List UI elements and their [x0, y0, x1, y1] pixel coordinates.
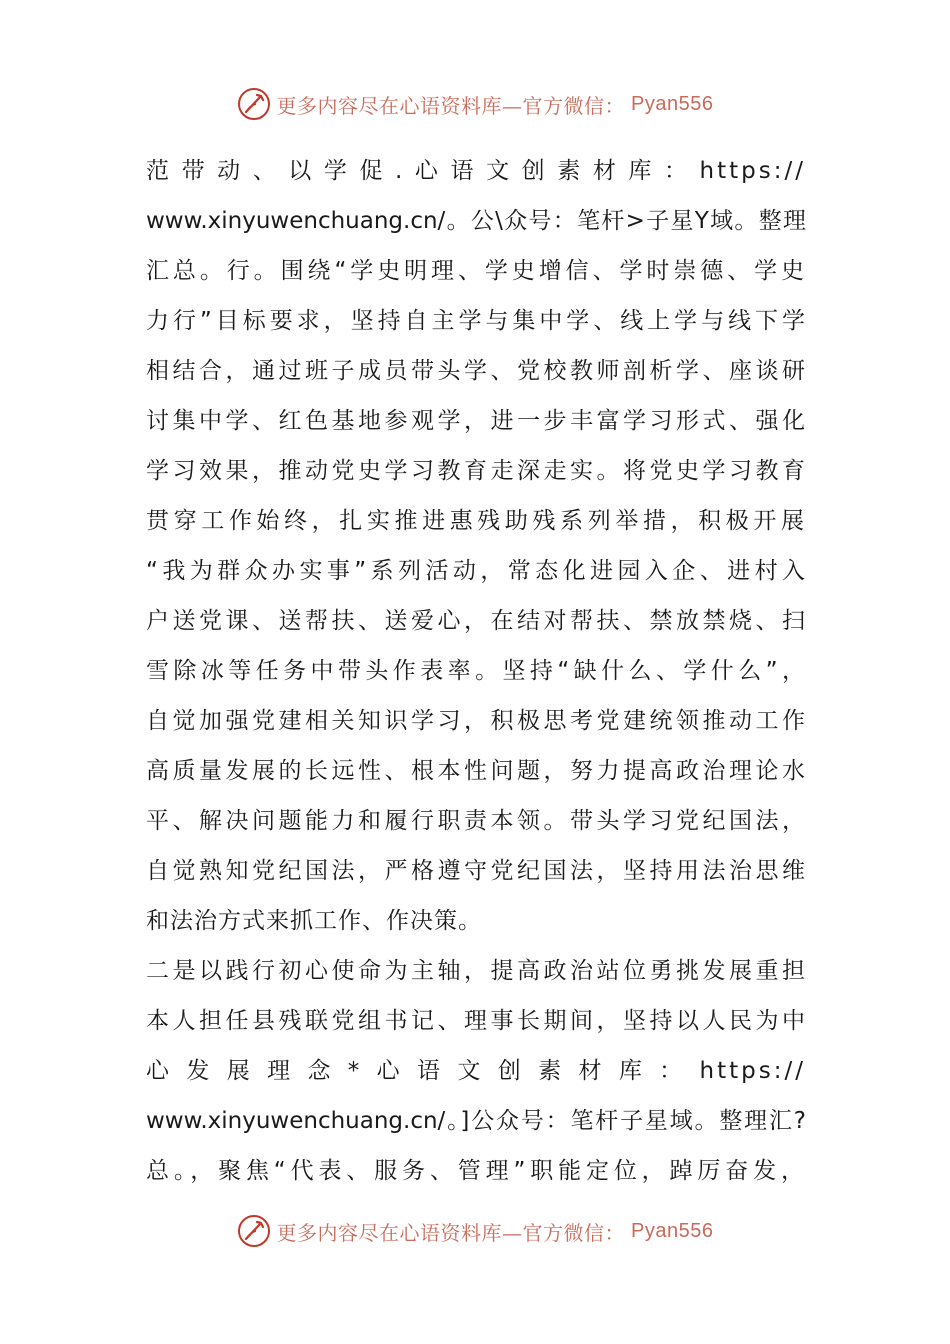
text-line: 范带动、以学促.心语文创素材库：https://: [146, 158, 806, 184]
text-line: 自觉加强党建相关知识学习，积极思考党建统领推动工作: [146, 708, 806, 734]
text-line: 本人担任县残联党组书记、理事长期间，坚持以人民为中: [146, 1008, 806, 1034]
header-banner: [0, 84, 950, 124]
text-line: 贯穿工作始终，扎实推进惠残助残系列举措，积极开展: [146, 508, 806, 534]
text-line: 讨集中学、红色基地参观学，进一步丰富学习形式、强化: [146, 408, 806, 434]
text-line: www.xinyuwenchuang.cn/。公\众号：笔杆>子星Y域。整理: [146, 208, 806, 234]
text-line: www.xinyuwenchuang.cn/。]公众号：笔杆子星域。整理汇?: [146, 1108, 806, 1134]
quill-logo-icon: [237, 1214, 271, 1248]
text-line: 相结合，通过班子成员带头学、党校教师剖析学、座谈研: [146, 358, 806, 384]
text-line: 二是以践行初心使命为主轴，提高政治站位勇挑发展重担: [146, 958, 806, 984]
text-line: 学习效果，推动党史学习教育走深走实。将党史学习教育: [146, 458, 806, 484]
text-line: 力行”目标要求，坚持自主学与集中学、线上学与线下学: [146, 308, 806, 334]
body-text: [146, 146, 806, 1196]
text-line: 平、解决问题能力和履行职责本领。带头学习党纪国法，: [146, 808, 806, 834]
footer-banner: [0, 1211, 950, 1251]
wechat-id: Pyan556: [631, 92, 714, 115]
text-line: “我为群众办实事”系列活动，常态化进园入企、进村入: [146, 558, 806, 584]
text-line: 高质量发展的长远性、根本性问题，努力提高政治理论水: [146, 758, 806, 784]
text-line: 汇总。行。围绕“学史明理、学史增信、学时崇德、学史: [146, 258, 806, 284]
text-line: 总。，聚焦“代表、服务、管理”职能定位，踔厉奋发，: [146, 1158, 806, 1184]
text-line: 户送党课、送帮扶、送爱心，在结对帮扶、禁放禁烧、扫: [146, 608, 806, 634]
text-line: 心发展理念*心语文创素材库：https://: [146, 1058, 806, 1084]
banner-text: 更多内容尽在心语资料库—官方微信：: [276, 93, 626, 118]
banner-text: 更多内容尽在心语资料库—官方微信：: [276, 1220, 626, 1245]
text-line: 和法治方式来抓工作、作决策。: [146, 908, 482, 934]
text-line: 雪除冰等任务中带头作表率。坚持“缺什么、学什么”，: [146, 658, 806, 684]
wechat-id: Pyan556: [631, 1219, 714, 1242]
text-line: 自觉熟知党纪国法，严格遵守党纪国法，坚持用法治思维: [146, 858, 806, 884]
quill-logo-icon: [237, 87, 271, 121]
